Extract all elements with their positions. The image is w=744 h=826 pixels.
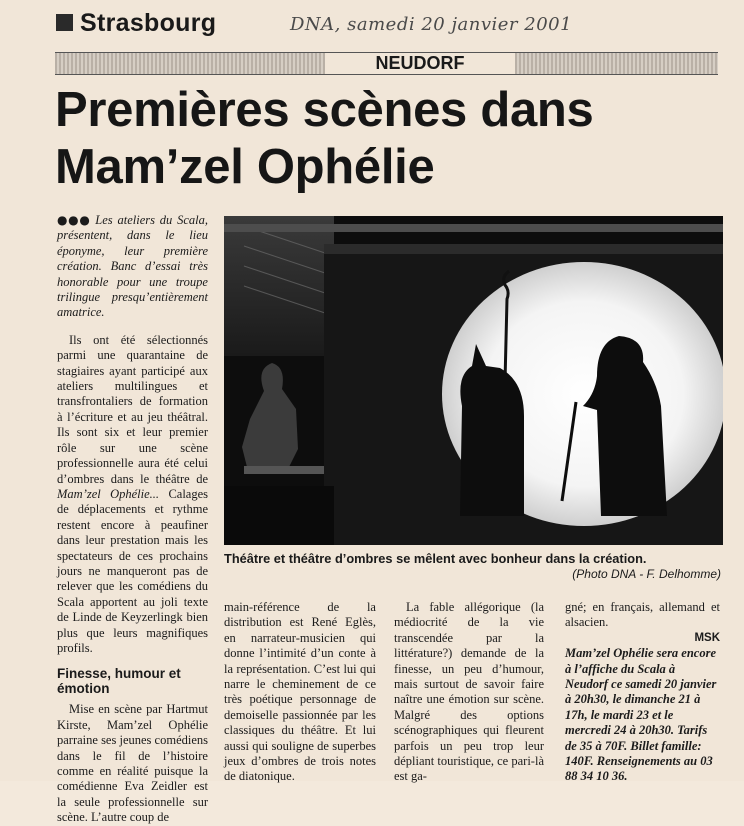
section-band	[55, 52, 718, 75]
lead-text: Les ateliers du Scala, présentent, dans le lieu éponyme, leur première création. Banc d’essai très honorable pour une troupe trilingue presqu’entièrement amatrice.	[57, 213, 208, 320]
column-2-text: main-référence de la distribution est René Eglès, en narrateur-musicien qui donne l’intimité d’un conte à la représentation. C’est lui qui narre le cheminement de ce très poétique personnage de demoiselle passionnée par les classiques du théâtre. Et lui aussi qui souligne de superbes jeux d’ombres de trois notes de diatonique.	[224, 600, 376, 784]
photo-credit: (Photo DNA - F. Delhomme)	[572, 567, 721, 581]
title-line-2: Mam’zel Ophélie	[55, 140, 435, 194]
column-1	[57, 213, 208, 826]
article-title	[55, 82, 715, 196]
body-paragraph-1	[57, 333, 208, 657]
column-4	[565, 600, 720, 785]
body-paragraph-2: Mise en scène par Hartmut Kirste, Mam’zel Ophélie parraine ses jeunes comédiens dans le fil de l’histoire comme en réalité puisque la comédienne Eva Zeidler est la seule professionnelle sur scène. L’autre coup de	[57, 702, 208, 825]
section-label: NEUDORF	[325, 53, 515, 74]
stage-truss	[224, 224, 723, 232]
city-heading: Strasbourg	[80, 9, 217, 37]
title-line-1: Premières scènes dans	[55, 83, 594, 137]
lead-dots: ●●●	[57, 213, 91, 227]
column-2	[224, 600, 376, 785]
handwritten-date-note: DNA, samedi 20 janvier 2001	[290, 14, 573, 35]
column-4-text: gné; en français, allemand et alsacien.	[565, 600, 720, 630]
column-3	[394, 600, 544, 785]
article-photo	[224, 216, 723, 545]
author-signature: MSK	[694, 631, 720, 644]
practical-info: Mam’zel Ophélie sera encore à l’affiche du Scala à Neudorf ce samedi 20 janvier à 20h30, le dimanche 21 à 17h, le mardi 23 et le mercredi 24 à 20h30. Tarifs de 35 à 70F. Billet famille: 140F. Renseignements au 03 88 34 10 36.	[565, 646, 717, 784]
section-square-bullet	[56, 14, 73, 31]
photo-caption: Théâtre et théâtre d’ombres se mêlent avec bonheur dans la création.	[224, 551, 647, 566]
para1-end-text: Calages de déplacements et rythme restent encore à peaufiner dans leur prestation mais les spectateurs de ces prochains jours ne manqueront pas de relever que les comédiens du Scala apportent au joli texte de Linde de Keyzerlingk bien plus que leurs magnifiques profils.	[57, 486, 209, 655]
column-3-text: La fable allégorique (la médiocrité de la vie transcendée par la littérature?) demande de la finesse, un peu d’humour, mais surtout de savoir faire naître une émotion sur scène. Malgré des options scénographiques qui fleurent parfois un peu trop leur dépliant touristique, ce pari-là est ga-	[394, 600, 544, 784]
stage-photo-illustration	[224, 216, 723, 545]
backstage-wall	[224, 216, 334, 356]
lead-paragraph	[57, 213, 208, 321]
subheading: Finesse, humour et émotion	[57, 666, 181, 697]
para1-text: Ils ont été sélectionnés parmi une quarantaine de stagiaires ayant participé aux ateliers multilingues et transfrontaliers de formation à l’écriture et au jeu théâtral. Ils sont six et leur premier rôle sur une scène professionnelle aura été celui d’ombres dans le théâtre de	[57, 332, 208, 486]
play-title: Mam’zel Ophélie...	[57, 486, 160, 501]
stage-prop	[244, 466, 324, 474]
